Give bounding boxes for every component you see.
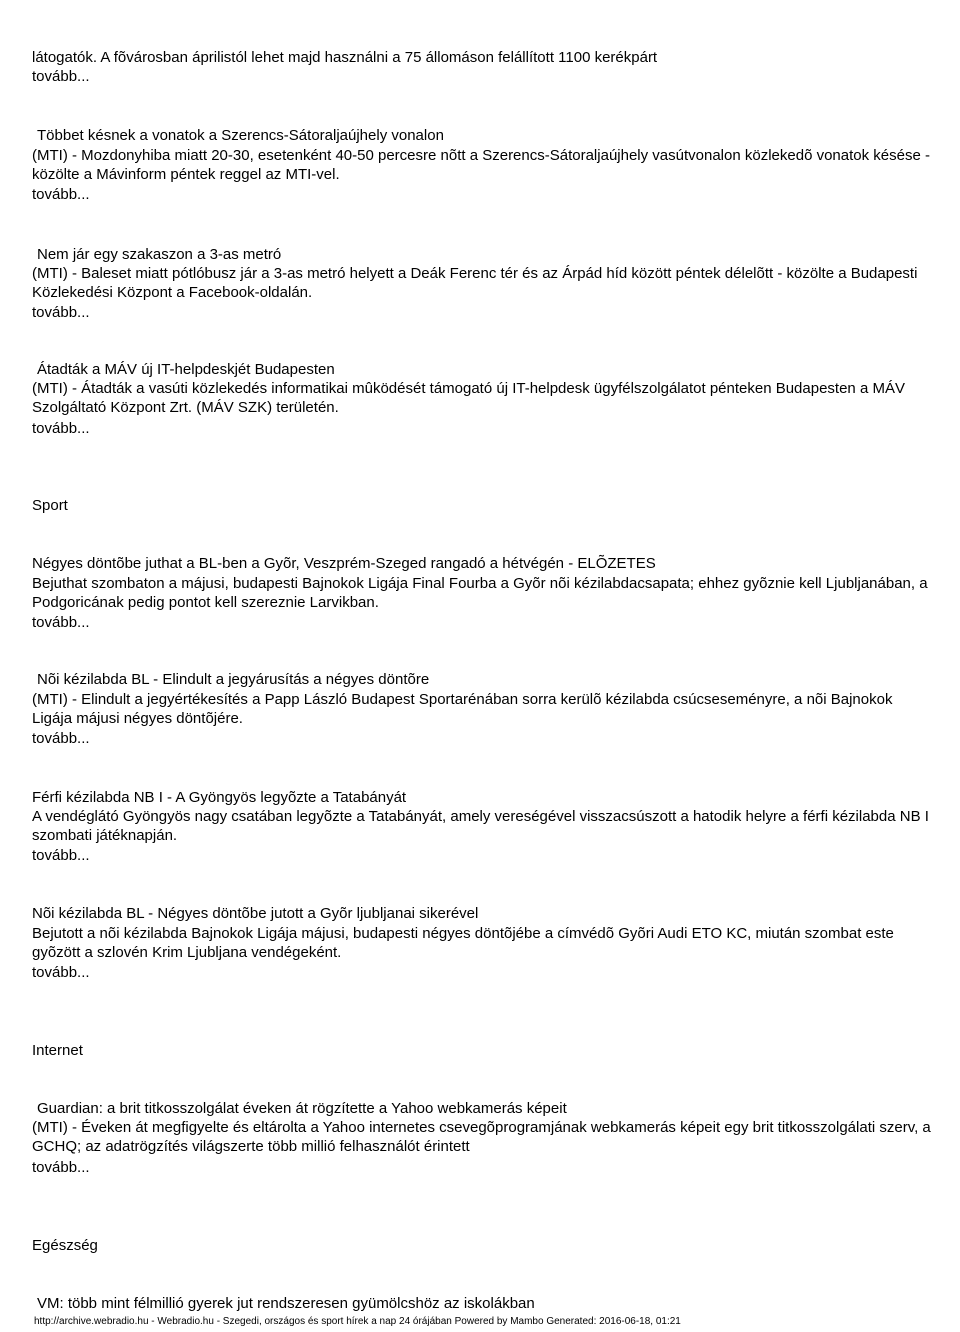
read-more-link[interactable]: tovább... <box>32 847 90 864</box>
section-heading-internet: Internet <box>32 1042 83 1059</box>
read-more-link[interactable]: tovább... <box>32 1159 90 1176</box>
read-more-link[interactable]: tovább... <box>32 614 90 631</box>
read-more-link[interactable]: tovább... <box>32 68 90 85</box>
article-body: Bejuthat szombaton a májusi, budapesti Bajnokok Ligája Final Fourba a Gyõr nõi kézilabdacsapata; ehhez gyõznie kell Ljubljanában, a Podgoricának pedig pontot kell szereznie Larvikban. <box>32 575 928 611</box>
article-body: (MTI) - Átadták a vasúti közlekedés informatikai mûködését támogató új IT-helpdesk ügyfélszolgálatot pénteken Budapesten a MÁV Szolgáltató Központ Zrt. (MÁV SZK) területén. <box>32 380 905 416</box>
read-more-link[interactable]: tovább... <box>32 420 90 437</box>
article-title: Átadták a MÁV új IT-helpdeskjét Budapesten <box>37 361 335 378</box>
article-body: (MTI) - Baleset miatt pótlóbusz jár a 3-as metró helyett a Deák Ferenc tér és az Árpád híd között péntek délelõtt - közölte a Budapesti Közlekedési Központ a Facebook-oldalán. <box>32 265 918 301</box>
page-footer: http://archive.webradio.hu - Webradio.hu - Szegedi, országos és sport hírek a nap 24 órájában Powered by Mambo Generated: 2016-06-18, 01:21 <box>34 1316 681 1327</box>
intro-text: látogatók. A fõvárosban áprilistól lehet majd használni a 75 állomáson felállított 1100 kerékpárt <box>32 49 658 66</box>
read-more-link[interactable]: tovább... <box>32 304 90 321</box>
article-title: Guardian: a brit titkosszolgálat éveken át rögzítette a Yahoo webkamerás képeit <box>37 1100 567 1117</box>
read-more-link[interactable]: tovább... <box>32 964 90 981</box>
read-more-link[interactable]: tovább... <box>32 186 90 203</box>
article-title: Négyes döntõbe juthat a BL-ben a Gyõr, Veszprém-Szeged rangadó a hétvégén - ELÕZETES <box>32 555 656 572</box>
article-body: (MTI) - Elindult a jegyértékesítés a Papp László Budapest Sportarénában sorra kerülõ kézilabda csúcseseményre, a nõi Bajnokok Ligája májusi négyes döntõjére. <box>32 691 893 727</box>
section-heading-sport: Sport <box>32 497 68 514</box>
article-title: Nem jár egy szakaszon a 3-as metró <box>37 246 282 263</box>
read-more-link[interactable]: tovább... <box>32 730 90 747</box>
article-title: Férfi kézilabda NB I - A Gyöngyös legyõzte a Tatabányát <box>32 789 407 806</box>
article-title: Nõi kézilabda BL - Elindult a jegyárusítás a négyes döntõre <box>37 671 430 688</box>
article-title: Többet késnek a vonatok a Szerencs-Sátoraljaújhely vonalon <box>37 127 444 144</box>
article-body: A vendéglátó Gyöngyös nagy csatában legyõzte a Tatabányát, amely vereségével visszacsúszott a hatodik helyre a férfi kézilabda NB I szombati játéknapján. <box>32 808 929 844</box>
section-heading-health: Egészség <box>32 1237 98 1254</box>
article-body: (MTI) - Éveken át megfigyelte és eltárolta a Yahoo internetes csevegõprogramjának webkamerás képeit egy brit titkosszolgálati szerv, a GCHQ; az adatrögzítés világszerte több millió felhasználót érintett <box>32 1119 931 1155</box>
article-title: VM: több mint félmillió gyerek jut rendszeresen gyümölcshöz az iskolákban <box>37 1295 535 1312</box>
article-body: (MTI) - Mozdonyhiba miatt 20-30, esetenként 40-50 percesre nõtt a Szerencs-Sátoraljaújhely vasútvonalon közlekedõ vonatok késése - közölte a Mávinform péntek reggel az MTI-vel. <box>32 147 930 183</box>
article-body: Bejutott a nõi kézilabda Bajnokok Ligája májusi, budapesti négyes döntõjébe a címvédõ Gyõri Audi ETO KC, miután szombat este gyõzött a szlovén Krim Ljubljana vendégeként. <box>32 925 894 961</box>
article-title: Nõi kézilabda BL - Négyes döntõbe jutott a Gyõr ljubljanai sikerével <box>32 905 479 922</box>
